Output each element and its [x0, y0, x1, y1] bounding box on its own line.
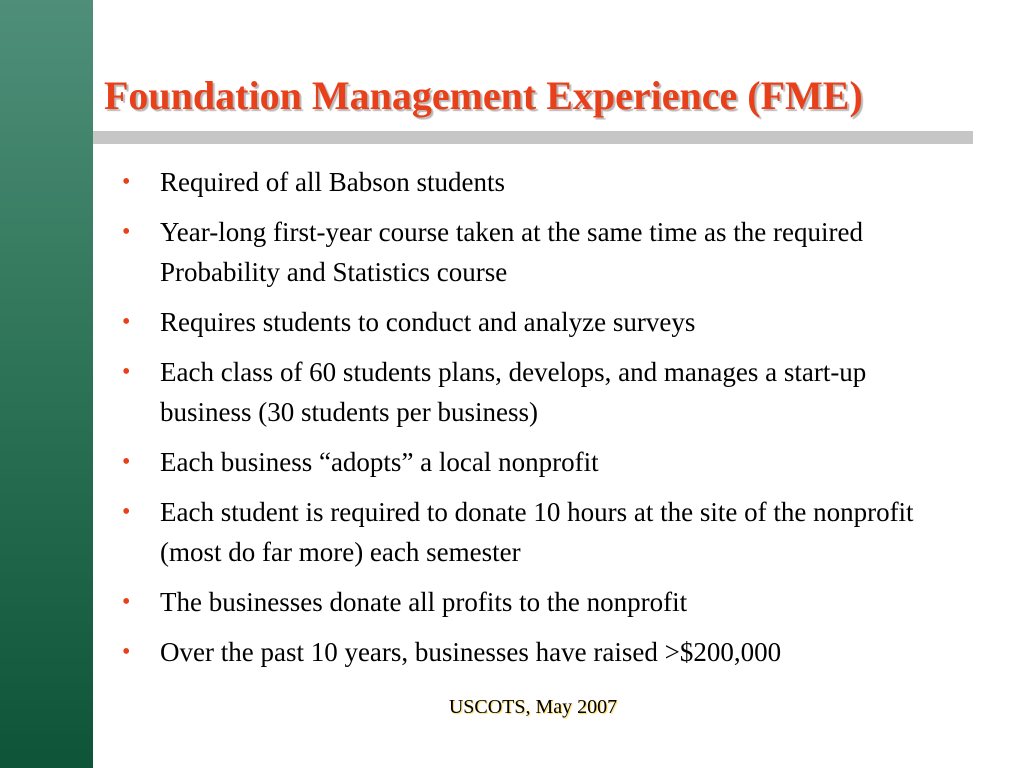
bullet-text: Each class of 60 students plans, develops, and manages a start-up business (30 students per business) — [160, 357, 867, 427]
bullet-item — [122, 632, 962, 672]
bullet-item — [122, 352, 962, 432]
slide-title: Foundation Management Experience (FME) — [104, 73, 863, 118]
bullet-item — [122, 212, 962, 292]
title-underline-rule — [93, 131, 973, 144]
bullet-text: Over the past 10 years, businesses have raised >$200,000 — [160, 637, 782, 667]
slide-footer: USCOTS, May 2007 — [448, 696, 618, 718]
bullet-marker: • — [122, 219, 131, 245]
bullet-text: Each student is required to donate 10 hours at the site of the nonprofit (most do far more) each semester — [160, 497, 914, 567]
bullet-text: The businesses donate all profits to the nonprofit — [160, 587, 688, 617]
bullet-marker: • — [122, 499, 131, 525]
bullet-marker: • — [122, 309, 131, 335]
bullet-marker: • — [122, 589, 131, 615]
bullet-marker: • — [122, 359, 131, 385]
side-color-band — [0, 0, 93, 768]
bullet-marker: • — [122, 449, 131, 475]
bullet-item — [122, 162, 962, 202]
bullet-item — [122, 582, 962, 622]
bullet-text: Year-long first-year course taken at the same time as the required Probability and Statistics course — [160, 217, 863, 287]
bullet-item — [122, 302, 962, 342]
bullet-text: Requires students to conduct and analyze surveys — [160, 307, 696, 337]
bullet-marker: • — [122, 639, 131, 665]
bullet-text: Each business “adopts” a local nonprofit — [160, 447, 599, 477]
bullet-text: Required of all Babson students — [160, 167, 505, 197]
bullet-item — [122, 442, 962, 482]
bullet-item — [122, 492, 962, 572]
bullet-marker: • — [122, 169, 131, 195]
bullet-list — [122, 162, 962, 682]
